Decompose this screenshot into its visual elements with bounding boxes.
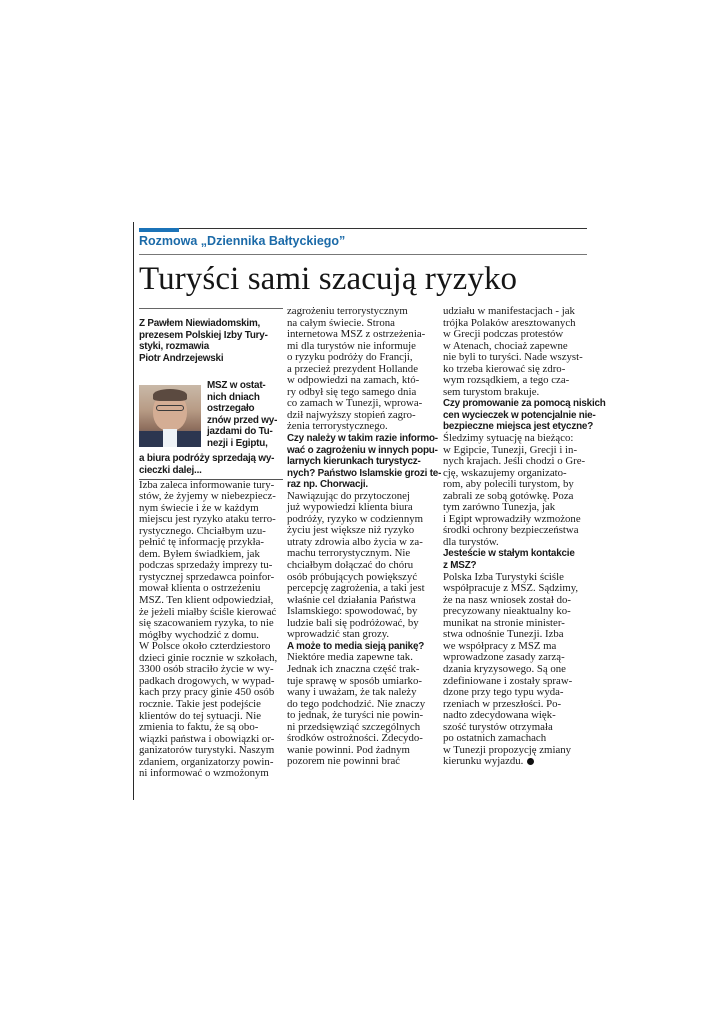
text-line: dzone przy tego typu wyda- [443,686,564,699]
text-line: munikat na stronie minister- [443,616,565,629]
text-line: wiązki państwa i obowiązki or- [139,732,275,745]
question-line: A może to media sieją panikę? [287,640,425,652]
text-line: we współpracy z MSZ ma [443,639,557,652]
text-line: do tego podchodzić. Nie znaczy [287,697,426,710]
question-line: nezji i Egiptu, [207,437,268,449]
text-line: Jednak ich znaczna część trak- [287,662,420,675]
answer-2 [287,491,437,641]
text-line: żenia terrorystycznego. [287,420,388,433]
text-line: nie byli to turyści. Nade wszyst- [443,351,583,364]
answer-4 [443,433,587,548]
column-3 [443,305,606,768]
question-2 [287,433,442,491]
section-accent-bar [139,228,179,232]
text-line: mował klienta o ostrzeżeniu [139,582,261,595]
question-line: bezpieczne miejsca jest etyczne? [443,421,594,433]
question-line: znów przed wy- [207,414,278,426]
text-line: rystycznej sprzedawca poinfor- [139,570,275,583]
question-line: nich dniach [207,391,260,403]
text-line: podróży, ryzyko w codziennym [287,512,424,525]
text-line: zabrali ze sobą gotówkę. Poza [443,489,574,502]
text-line: dem. Byłem świadkiem, jak [139,547,260,560]
answer-5 [443,572,587,768]
byline-line: prezesem Polskiej Izby Tury- [139,329,268,341]
text-line: rystycznego. Chciałbym uzu- [139,524,266,537]
byline-line: styki, rozmawia [139,341,209,353]
text-line: już wypowiedzi klienta biura [287,501,413,514]
text-line: i Egipt wprowadziły wzmożone [443,512,581,525]
question-line: jazdami do Tu- [207,426,273,438]
text-line: ganizatorów turystyki. Naszym [139,744,275,757]
text-line: dzieci ginie rocznie w szkołach, [139,651,278,664]
text-line: trójka Polaków aresztowanych [443,316,576,329]
top-rule [139,228,587,229]
text-line: wanie powinni. Pod żadnym [287,743,410,756]
text-line: to jednak, że turyści nie powin- [287,709,424,722]
text-line: właśnie cel działania Państwa [287,593,416,606]
section-label: Rozmowa „Dziennika Bałtyckiego” [139,234,346,248]
question-line: ostrzegało [207,403,255,415]
text-line: kierunku wyjazdu. [443,755,524,768]
column-2 [287,305,442,768]
text-line: nadto zdecydowana więk- [443,709,556,722]
text-line: zdefiniowane i zostały spraw- [443,674,573,687]
photo-glasses [156,405,184,411]
text-line: Izba zaleca informowanie tury- [139,478,275,491]
text-line: wym rozsądkiem, a tego cza- [443,374,570,387]
interviewee-photo [139,385,201,447]
question-line: MSZ w ostat- [207,380,266,392]
text-line: nym świecie i że w każdym [139,501,259,514]
text-line: osób próbujących powiększyć [287,570,418,583]
text-line: zmienia to faktu, że są obo- [139,721,259,734]
text-line: dla turystów. [443,535,499,548]
text-line: stwa odnośnie Tunezji. Izba [443,628,564,641]
text-line: wany i uważam, że tak należy [287,686,417,699]
text-line: rzeniach w przeszłości. Po- [443,697,562,710]
text-line: Śledzimy sytuację na bieżąco: [443,432,574,445]
answer-3-continued [443,306,587,398]
answer-3 [287,652,437,767]
text-line: klientów do tej sytuacji. Nie [139,709,262,722]
text-line: w Egipcie, Tunezji, Grecji i in- [443,443,578,456]
end-mark-icon [527,758,534,765]
text-line: W Polsce około czterdziestoro [139,640,271,653]
text-line: a przecież prezydent Hollande [287,362,418,375]
text-line: MSZ. Ten klient odpowiedział, [139,594,274,607]
text-line: ni informować o wzmożonym [139,767,269,780]
text-line: się szacowaniem ryzyka, to nie [139,617,274,630]
text-line: mógłby wychodzić z domu. [139,628,259,641]
text-line: rom, aby polecili turystom, by [443,478,574,491]
last-text-line [443,756,587,768]
question-line: cieczki dalej... [139,465,202,477]
text-line: internetowa MSZ z ostrzeżenia- [287,328,426,341]
text-line: mi dla turystów nie informuje [287,339,416,352]
text-line: pozorem nie powinni brać [287,755,401,768]
text-line: dzania kryzysowego. Są one [443,662,566,675]
question-line: a biura podróży sprzedają wy- [139,453,275,465]
text-line: co zamach w Tunezji, wprowa- [287,397,423,410]
text-line: rocznie. Takie jest podejście [139,697,261,710]
question-5 [443,548,587,571]
text-line: o ryzyku podróży do Francji, [287,351,413,364]
column-1 [139,308,283,780]
text-line: pełnić tę informację przykła- [139,536,265,549]
text-line: w Tunezji propozycję zmiany [443,743,572,756]
text-line: Islamskiego: spowodować, by [287,605,418,618]
byline [139,318,283,364]
question-line: raz np. Chorwacji. [287,479,368,491]
text-line: Polska Izba Turystyki ściśle [443,570,564,583]
text-line: szość turystów otrzymała [443,720,553,733]
text-line: chciałbym dołączać do chóru [287,559,414,572]
question-line: Czy promowanie za pomocą niskich [443,398,606,410]
text-line: padkach drogowych, w wypad- [139,674,275,687]
text-line: sem turystom brakuje. [443,385,540,398]
header-rule [139,254,587,255]
text-line: współpracuje z MSZ. Sądzimy, [443,582,579,595]
text-line: nych krajach. Jeśli chodzi o Gre- [443,455,586,468]
text-line: podczas sprzedaży imprezy tu- [139,559,273,572]
question-line: wać o zagrożeniu w innych popu- [287,444,438,456]
text-line: machu terrorystycznym. Nie [287,547,411,560]
text-line: tuje sprawę w sposób umiarko- [287,674,422,687]
text-line: w Atenach, chociaż zapewne [443,339,568,352]
text-line: dził najwyższy stopień zagro- [287,408,416,421]
text-line: wprowadzić stan grozy. [287,628,390,641]
text-line: środki ochrony bezpieczeństwa [443,524,579,537]
text-line: w odpowiedzi na zamach, któ- [287,374,420,387]
answer-1 [139,480,283,780]
text-line: stów, że żyjemy w niebezpiecz- [139,490,276,503]
text-line: percepcję zagrożenia, a taki jest [287,582,425,595]
question-line: nych? Państwo Islamskie grozi te- [287,467,442,479]
text-line: życiu jest większe niż ryzyko [287,524,415,537]
text-line: utraty zdrowia albo życia w za- [287,535,423,548]
article-clipping [133,222,606,800]
question-1-continued [139,453,283,476]
question-line: z MSZ? [443,560,477,572]
text-line: kach przy pracy ginie 450 osób [139,686,275,699]
answer-1-continued [287,306,437,433]
text-line: ko trzeba kierować się zdro- [443,362,566,375]
text-line: Niektóre media zapewne tak. [287,651,413,664]
photo-hair [153,389,187,401]
photo-collar [163,429,177,447]
text-line: zdaniem, organizatorzy powin- [139,755,274,768]
byline-line: Piotr Andrzejewski [139,352,224,364]
text-line: ry odbył się tego samego dnia [287,385,417,398]
text-line: że na nasz wniosek został do- [443,593,572,606]
text-line: udziału w manifestacjach - jak [443,305,575,317]
question-line: cen wycieczek w potencjalnie nie- [443,409,596,421]
text-line: 3300 osób straciło życie w wy- [139,663,274,676]
text-line: miejscu jest ryzyko ataku terro- [139,513,276,526]
question-line: Jesteście w stałym kontakcie [443,548,575,560]
text-line: tym zarówno Tunezja, jak [443,501,556,514]
text-line: że jeżeli miałby ściśle kierować [139,605,277,618]
left-border-rule [133,222,134,800]
text-line: Nawiązując do przytoczonej [287,489,410,502]
text-line: cję, wskazujemy organizato- [443,466,567,479]
text-line: precyzowany nieaktualny ko- [443,605,571,618]
byline-line: Z Pawłem Niewiadomskim, [139,318,261,329]
question-4 [443,398,606,433]
text-line: zagrożeniu terrorystycznym [287,305,408,317]
text-line: po ostatnich zamachach [443,732,547,745]
text-line: środków ostrożności. Zdecydo- [287,732,423,745]
headline: Turyści sami szacują ryzyko [139,261,518,297]
column-separator [139,308,283,309]
question-line: Czy należy w takim razie informo- [287,433,438,445]
text-line: ni przedsięwziąć szczególnych [287,720,421,733]
text-line: wprowadzone zasady zarzą- [443,651,565,664]
text-line: ludzie bali się podróżować, by [287,616,419,629]
question-line: larnych kierunkach turystycz- [287,456,421,468]
text-line: na całym świecie. Strona [287,316,395,329]
text-line: w Grecji podczas protestów [443,328,564,341]
